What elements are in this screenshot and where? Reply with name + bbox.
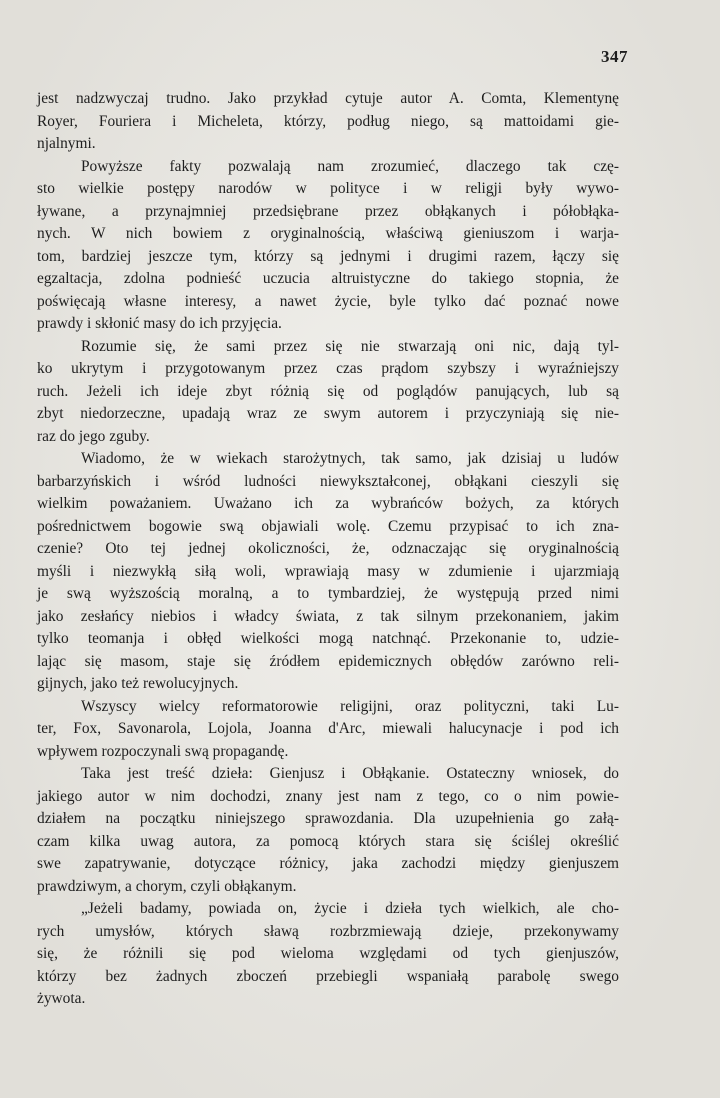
text-line: njalnymi. [37,135,96,152]
text-line: działem na początku niniejszego sprawozdania. Dla uzupełnienia go załą- [37,810,619,827]
text-line: jakiego autor w nim dochodzi, znany jest nam z tego, co o nim powie- [37,787,619,805]
text-line: lając się masom, staje się źródłem epidemicznych obłędów zarówno reli- [37,652,619,670]
text-line: którzy bez żadnych zboczeń przebiegli wspaniałą parabolę swego [37,967,619,985]
text-line: rych umysłów, których sławą rozbrzmiewają dzieje, przekonywamy [37,922,619,940]
text-line: Royer, Fouriera i Micheleta, którzy, podług niego, są mattoidami gie- [37,112,619,130]
text-line: Taka jest treść dzieła: Gienjusz i Obłąkanie. Ostateczny wniosek, do [81,765,619,782]
text-line: Rozumie się, że sami przez się nie stwarzają oni nic, dają tyl- [81,337,619,355]
text-line: wielkim poważaniem. Uważano ich za wybrańców bożych, za których [37,495,619,512]
text-line: zbyt niedorzeczne, upadają wraz ze swym autorem i przyczyniają się nie- [37,405,619,422]
text-line: nych. W nich bowiem z oryginalnością, właściwą gieniuszom i warja- [37,225,619,242]
text-line: jest nadzwyczaj trudno. Jako przykład cytuje autor A. Comta, Klementynę [37,90,619,107]
text-line: Wiadomo, że w wiekach starożytnych, tak samo, jak dzisiaj u ludów [81,450,619,467]
text-line: raz do jego zguby. [37,427,150,445]
text-line: czenie? Oto tej jednej okoliczności, że, odznaczając się oryginalnością [37,540,619,557]
text-line: swe zapatrywanie, dotyczące różnicy, jaka zachodzi między gienjuszem [37,855,619,872]
text-line: żywota. [37,990,86,1007]
body-text [37,88,619,1011]
text-line: tom, bardziej jeszcze tym, którzy są jednymi i drugimi razem, łączy się [37,247,619,265]
text-line: pośrednictwem bogowie swą objawiali wolę. Czemu przypisać to ich zna- [37,517,619,535]
text-line: wpływem rozpoczynali swą propagandę. [37,742,289,760]
text-line: poświęcają własne interesy, a nawet życie, byle tylko dać poznać nowe [37,292,619,310]
text-line: prawdziwym, a chorym, czyli obłąkanym. [37,877,297,895]
text-line: jako zesłańcy niebios i władcy świata, z tak silnym przekonaniem, jakim [37,607,619,625]
text-line: ko ukrytym i przygotowanym przez czas prądom szybszy i wyraźniejszy [37,360,619,377]
text-line: ływane, a przynajmniej przedsiębrane przez obłąkanych i półobłąka- [37,202,619,220]
text-line: tylko teomanja i obłęd wielkości mogą natchnąć. Przekonanie to, udzie- [37,630,619,647]
text-line: się, że różnili się pod wieloma względami od tych gienjuszów, [37,945,619,962]
page-number: 347 [601,47,628,66]
text-line: Wszyscy wielcy reformatorowie religijni, oraz polityczni, taki Lu- [81,697,619,715]
text-line: Powyższe fakty pozwalają nam zrozumieć, dlaczego tak czę- [81,157,619,175]
text-line: gijnych, jako też rewolucyjnych. [37,675,239,692]
text-line: prawdy i skłonić masy do ich przyjęcia. [37,315,282,332]
text-line: je swą wyższością moralną, a to tymbardziej, że występują przed nimi [37,585,619,602]
text-line: „Jeżeli badamy, powiada on, życie i dzieła tych wielkich, ale cho- [81,900,619,917]
text-line: sto wielkie postępy narodów w polityce i w religji były wywo- [37,180,619,197]
text-line: ter, Fox, Savonarola, Lojola, Joanna d'Arc, miewali halucynacje i pod ich [37,720,619,737]
text-line: barbarzyńskich i wśród ludności niewykształconej, obłąkani cieszyli się [37,472,619,490]
text-line: czam kilka uwag autora, za pomocą których stara się ściślej określić [37,832,619,850]
text-line: myśli i niezwykłą siłą woli, wprawiają masy w zdumienie i ujarzmiają [37,562,619,580]
text-line: ruch. Jeżeli ich ideje zbyt różnią się od poglądów panujących, lub są [37,382,619,400]
text-line: egzaltacja, zdolna podnieść uczucia altruistyczne do takiego stopnia, że [37,270,619,287]
